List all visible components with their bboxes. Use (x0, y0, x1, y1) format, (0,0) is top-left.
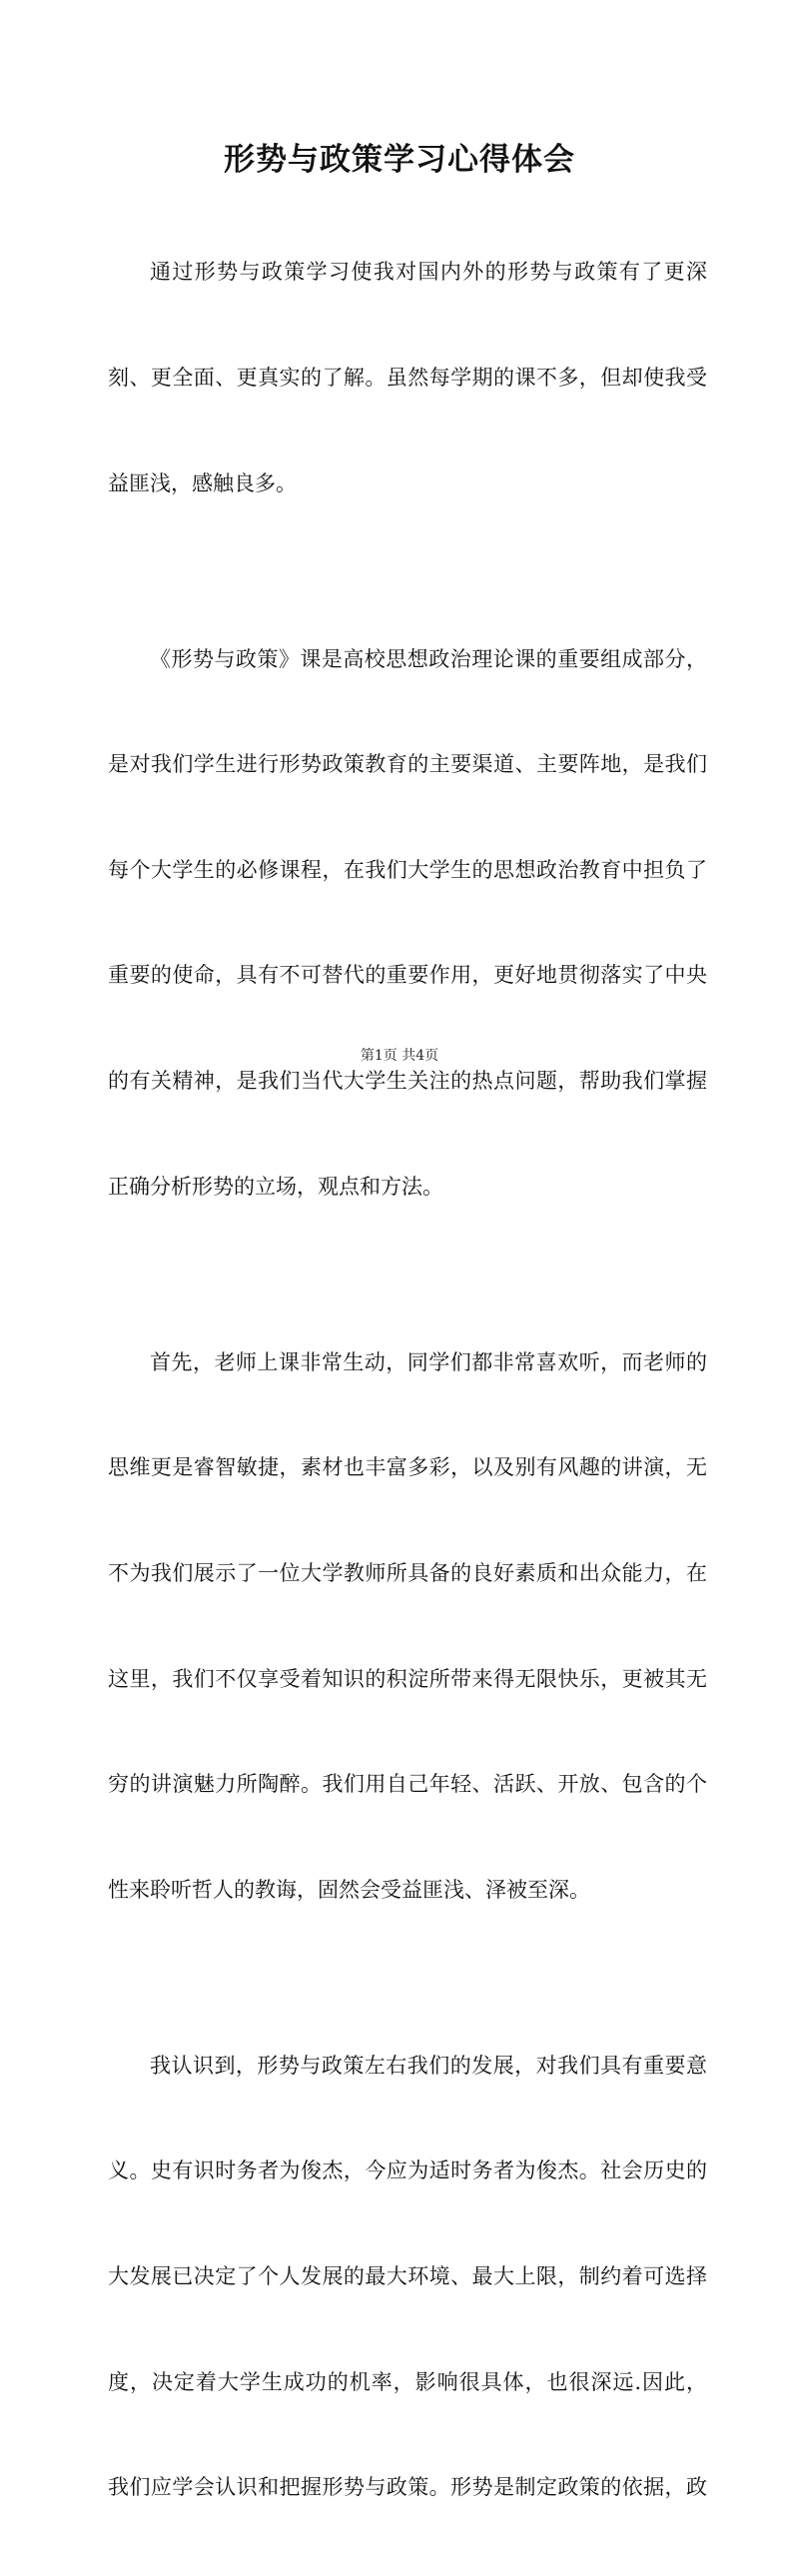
paragraph-line: 的有关精神，是我们当代大学生关注的热点问题，帮助我们掌握 (108, 1069, 707, 1094)
document-body (108, 185, 707, 2576)
paragraph-line: 大发展已决定了个人发展的最大环境、最大上限，制约着可选择 (108, 2263, 707, 2288)
paragraph-line: 不为我们展示了一位大学教师所具备的良好素质和出众能力，在 (108, 1560, 707, 1585)
paragraph-line: 正确分析形势的立场，观点和方法。 (108, 1174, 443, 1199)
document-title: 形势与政策学习心得体会 (224, 142, 575, 178)
paragraph-line: 重要的使命，具有不可替代的重要作用，更好地贯彻落实了中央 (108, 963, 707, 988)
paragraph-2 (108, 571, 707, 1275)
paragraph-line: 刻、更全面、更真实的了解。虽然每学期的课不多，但却使我受 (108, 366, 707, 391)
paragraph-line: 我们应学会认识和把握形势与政策。形势是制定政策的依据，政 (108, 2475, 707, 2500)
paragraph-line: 是对我们学生进行形势政策教育的主要渠道、主要阵地，是我们 (108, 752, 707, 777)
paragraph-3 (108, 1275, 707, 1978)
paragraph-line: 每个大学生的必修课程，在我们大学生的思想政治教育中担负了 (108, 857, 707, 882)
paragraph-line: 益匪浅，感触良多。 (108, 470, 297, 495)
paragraph-line: 通过形势与政策学习使我对国内外的形势与政策有了更深 (150, 260, 707, 285)
paragraph-line: 度，决定着大学生成功的机率，影响很具体，也很深远.因此， (108, 2369, 707, 2394)
paragraph-line: 我认识到，形势与政策左右我们的发展，对我们具有重要意 (150, 2053, 707, 2078)
paragraph-line: 义。史有识时务者为俊杰，今应为适时务者为俊杰。社会历史的 (108, 2158, 707, 2183)
paragraph-line: 穷的讲演魅力所陶醉。我们用自己年轻、活跃、开放、包含的个 (108, 1772, 707, 1797)
paragraph-line: 思维更是睿智敏捷，素材也丰富多彩，以及别有风趣的讲演，无 (108, 1455, 707, 1480)
page-indicator: 第1页 共4页 (360, 1048, 439, 1064)
paragraph-line: 《形势与政策》课是高校思想政治理论课的重要组成部分， (150, 646, 707, 671)
paragraph-line: 这里，我们不仅享受着知识的积淀所带来得无限快乐，更被其无 (108, 1666, 707, 1691)
paragraph-line: 性来聆听哲人的教诲，固然会受益匪浅、泽被至深。 (108, 1877, 590, 1902)
paragraph-1 (108, 185, 707, 571)
paragraph-4 (108, 1978, 707, 2575)
paragraph-line: 首先，老师上课非常生动，同学们都非常喜欢听，而老师的 (150, 1349, 707, 1374)
